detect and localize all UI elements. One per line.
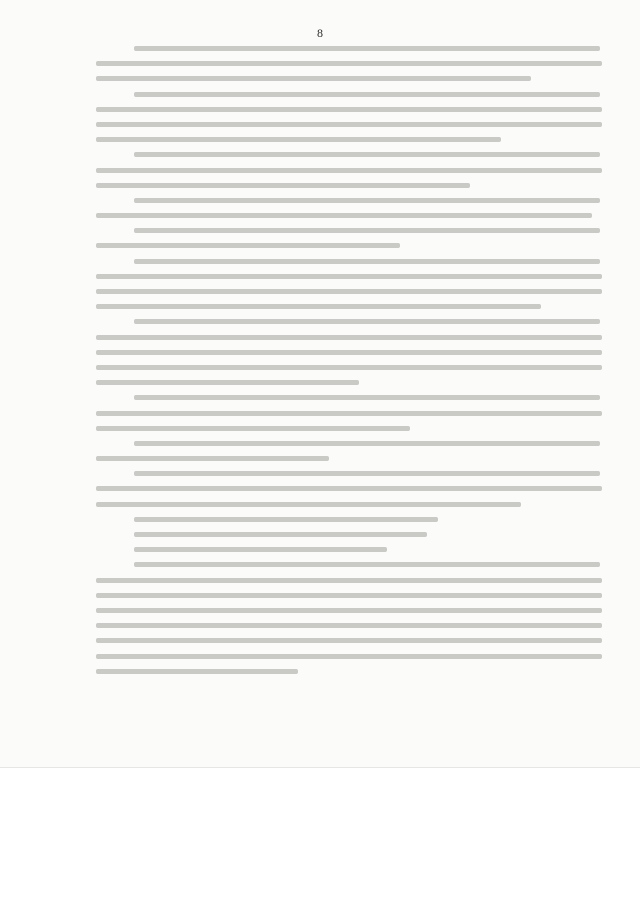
text-line — [96, 638, 602, 643]
text-line — [134, 441, 600, 446]
text-line — [96, 335, 602, 340]
text-line — [96, 623, 602, 628]
text-line — [96, 289, 602, 294]
text-line — [134, 562, 600, 567]
text-line — [134, 395, 600, 400]
text-line — [134, 259, 600, 264]
text-line — [96, 243, 400, 248]
text-line — [96, 654, 602, 659]
text-line — [96, 578, 602, 583]
text-line — [96, 350, 602, 355]
text-line — [134, 471, 600, 476]
text-line — [134, 517, 438, 522]
page-number: 8 — [317, 26, 323, 40]
text-line — [96, 183, 470, 188]
text-line — [96, 411, 602, 416]
text-line — [96, 76, 531, 81]
text-line — [134, 198, 600, 203]
text-line — [96, 669, 298, 674]
text-line — [96, 426, 410, 431]
text-line — [96, 456, 329, 461]
text-line — [96, 137, 501, 142]
text-line — [96, 593, 602, 598]
text-line — [96, 380, 359, 385]
text-line — [134, 547, 387, 552]
text-line — [96, 213, 592, 218]
text-line — [96, 304, 541, 309]
text-line — [96, 107, 602, 112]
text-line — [134, 532, 427, 537]
text-line — [134, 228, 600, 233]
text-line — [96, 122, 602, 127]
text-line — [96, 274, 602, 279]
text-line — [96, 608, 602, 613]
text-line — [134, 92, 600, 97]
text-line — [96, 502, 521, 507]
text-line — [96, 61, 602, 66]
text-line — [96, 168, 602, 173]
text-line — [134, 152, 600, 157]
text-line — [96, 486, 602, 491]
page-margin-bottom — [0, 768, 640, 905]
text-line — [134, 319, 600, 324]
text-line — [134, 46, 600, 51]
text-line — [96, 365, 602, 370]
body-text-placeholder — [96, 46, 602, 684]
